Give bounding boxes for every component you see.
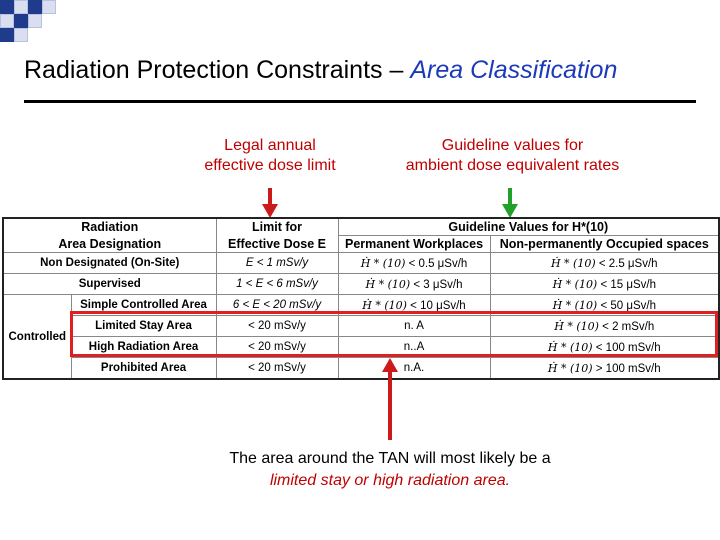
hdot-symbol: Ḣ * (10) [552, 277, 598, 291]
explanation-note [170, 448, 610, 492]
caption-line: Legal annual [224, 137, 316, 154]
nonpermanent-cell [490, 274, 719, 295]
header-guideline: Guideline Values for H*(10) [338, 218, 719, 236]
red-arrow-up [382, 358, 398, 440]
permanent-cell [338, 274, 490, 295]
deco-square [28, 0, 42, 14]
green-arrow-down [502, 188, 518, 218]
limit-cell: < 20 mSv/y [216, 337, 338, 358]
area-cell: Limited Stay Area [71, 316, 216, 337]
deco-square [14, 0, 28, 14]
nonpermanent-cell [490, 358, 719, 380]
area-cell: Prohibited Area [71, 358, 216, 380]
deco-square [14, 28, 28, 42]
header-area-designation: Area Designation [3, 236, 216, 253]
caption-line: effective dose limit [204, 157, 336, 174]
deco-square [0, 28, 14, 42]
nonpermanent-value: < 100 mSv/h [595, 341, 661, 354]
permanent-cell [338, 253, 490, 274]
controlled-group-label: Controlled [3, 295, 71, 380]
title-rule [24, 100, 696, 103]
caption-guideline-values [380, 136, 645, 176]
deco-square [0, 14, 14, 28]
hdot-symbol: Ḣ * (10) [547, 340, 593, 354]
caption-line: ambient dose equivalent rates [405, 157, 620, 174]
header-permanent: Permanent Workplaces [338, 236, 490, 253]
nonpermanent-value: < 15 μSv/h [600, 278, 656, 291]
red-arrow-down [262, 188, 278, 218]
deco-square [14, 14, 28, 28]
limit-cell: 1 < E < 6 mSv/y [216, 274, 338, 295]
highlight-box [70, 311, 718, 357]
hdot-symbol: Ḣ * (10) [360, 256, 406, 270]
area-cell: Non Designated (On-Site) [3, 253, 216, 274]
caption-line: Guideline values for [441, 137, 584, 154]
permanent-cell: n..A [338, 337, 490, 358]
caption-legal-dose [175, 136, 365, 176]
nonpermanent-value: < 2 mSv/h [602, 320, 655, 333]
limit-cell: < 20 mSv/y [216, 358, 338, 380]
area-cell: High Radiation Area [71, 337, 216, 358]
hdot-symbol: Ḣ * (10) [552, 298, 598, 312]
table-row [3, 253, 719, 274]
header-nonpermanent: Non-permanently Occupied spaces [490, 236, 719, 253]
hdot-symbol: Ḣ * (10) [554, 319, 599, 333]
nonpermanent-value: > 100 mSv/h [595, 362, 661, 375]
title-accent: Area Classification [410, 56, 618, 84]
permanent-value: < 10 μSv/h [410, 299, 466, 312]
slide-title [24, 56, 704, 85]
limit-cell: E < 1 mSv/y [216, 253, 338, 274]
table-row [3, 274, 719, 295]
title-main: Radiation Protection Constraints – [24, 56, 404, 84]
permanent-cell: n. A [338, 316, 490, 337]
hdot-symbol: Ḣ * (10) [550, 256, 596, 270]
permanent-value: < 3 μSv/h [413, 278, 463, 291]
header-limit: Limit for [216, 218, 338, 236]
nonpermanent-value: < 50 μSv/h [600, 299, 656, 312]
hdot-symbol: Ḣ * (10) [547, 361, 593, 375]
hdot-symbol: Ḣ * (10) [365, 277, 411, 291]
area-cell: Supervised [3, 274, 216, 295]
note-emphasis: limited stay or high radiation area. [269, 472, 511, 489]
nonpermanent-value: < 2.5 μSv/h [598, 257, 658, 270]
permanent-cell: n.A. [338, 358, 490, 380]
deco-square [42, 0, 56, 14]
permanent-value: < 0.5 μSv/h [408, 257, 468, 270]
limit-cell: < 20 mSv/y [216, 316, 338, 337]
nonpermanent-cell [490, 253, 719, 274]
note-line: The area around the TAN will most likely be a [229, 450, 551, 467]
hdot-symbol: Ḣ * (10) [362, 298, 407, 312]
deco-square [0, 0, 14, 14]
deco-square [28, 14, 42, 28]
limit-cell: 6 < E < 20 mSv/y [216, 295, 338, 316]
area-cell: Simple Controlled Area [71, 295, 216, 316]
header-effective-dose: Effective Dose E [216, 236, 338, 253]
table-row [3, 358, 719, 380]
header-area: Radiation [3, 218, 216, 236]
